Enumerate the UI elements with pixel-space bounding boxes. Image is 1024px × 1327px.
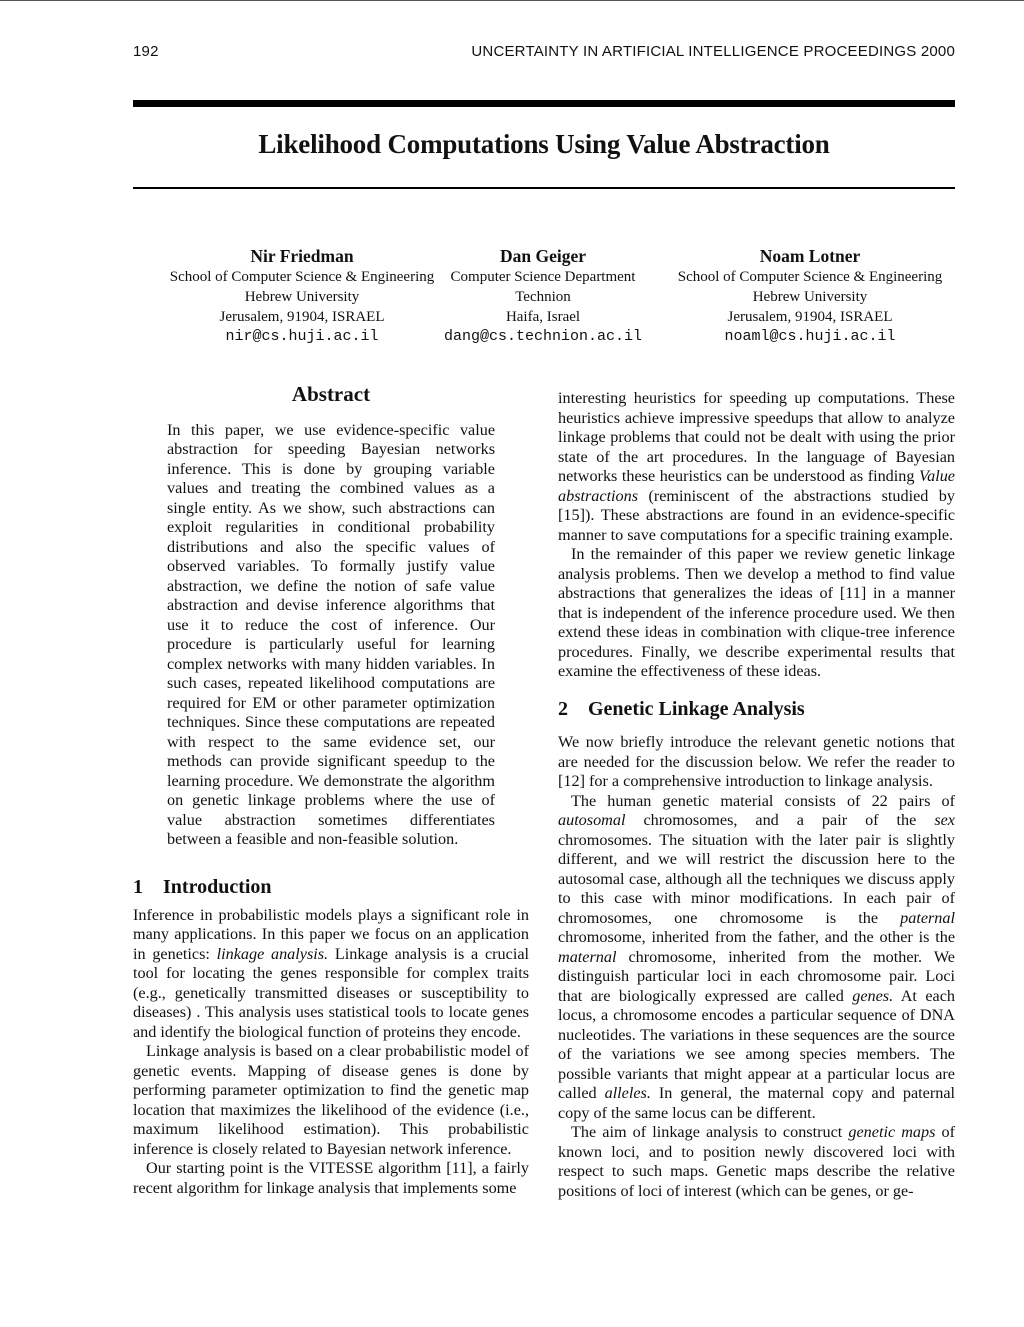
paragraph: The human genetic material consists of 22 pairs of autosomal chromosomes, and a pair of the sex chromosomes. The situation with the later pair is slightly different, and we will restrict the discussion here to the autosomal case, although all the techniques we discuss apply to this case with minor modifications. In each pair of chromosomes, one chromosome is the paternal chromosome, inherited from the father, and the other is the maternal chromosome, inherited from the mother. We distinguish particular loci in each chromosome pair. Loci that are biologically expressed are called genes. At each locus, a chromosome encodes a particular sequence of DNA nucleotides. The variations in these sequences are the source of the variations we see among species members. The possible variants that might appear at a particular locus are called alleles. In general, the maternal copy and paternal copy of the same locus can be different. — [558, 791, 955, 1122]
paper-title: Likelihood Computations Using Value Abstraction — [258, 129, 830, 159]
abstract-text: In this paper, we use evidence-specific value abstraction for speeding Bayesian networks inference. This is done by grouping variable values and treating the combined values as a single entity. As we show, such abstractions can exploit regularities in conditional probability distributions and also the specific values of observed variables. To formally justify value abstraction, we define the notion of safe value abstraction and devise inference algorithms that use it to reduce the cost of inference. Our procedure is particularly useful for learning complex networks with many hidden variables. In such cases, repeated likelihood computations are required for EM or other parameter optimization techniques. Since these computations are repeated with respect to the same evidence set, our methods can provide significant speedup to the learning procedure. We demonstrate the algorithm on genetic linkage problems where the use of value abstraction sometimes differentiates between a feasible and non-feasible solution. — [167, 420, 495, 848]
title-bottom-rule — [133, 187, 955, 189]
section-title: Introduction — [163, 876, 272, 898]
author-department: Computer Science Department — [450, 269, 636, 285]
author-name: Noam Lotner — [759, 246, 861, 266]
right-column — [558, 389, 955, 1201]
paragraph: Our starting point is the VITESSE algorithm [11], a fairly recent algorithm for linkage analysis that implements some — [133, 1159, 529, 1197]
running-title: UNCERTAINTY IN ARTIFICIAL INTELLIGENCE PROCEEDINGS 2000 — [471, 43, 955, 60]
section-heading — [558, 697, 955, 720]
paragraph: We now briefly introduce the relevant genetic notions that are needed for the discussion below. We refer the reader to [12] for a comprehensive introduction to linkage analysis. — [558, 733, 955, 790]
abstract-heading: Abstract — [291, 382, 371, 406]
author-institution: Hebrew University — [752, 289, 868, 305]
author-email: noaml@cs.huji.ac.il — [724, 328, 896, 345]
abstract-section — [167, 382, 495, 850]
section-title: Genetic Linkage Analysis — [588, 697, 805, 720]
paragraph: Linkage analysis is based on a clear probabilistic model of genetic events. Mapping of disease genes is done by performing parameter optimization to find the genetic map location that maximizes the likelihood of the evidence (i.e., maximum likelihood estimation). This probabilistic inference is closely related to Bayesian network inference. — [133, 1042, 529, 1158]
paragraph: The aim of linkage analysis to construct genetic maps of known loci, and to position newly discovered loci with respect to such maps. Genetic maps describe the relative positions of loci of interest (which can be genes, or ge- — [558, 1123, 956, 1200]
section-heading — [133, 878, 529, 898]
author-name: Nir Friedman — [250, 246, 354, 266]
section-number: 2 — [558, 697, 568, 720]
author-address: Jerusalem, 91904, ISRAEL — [727, 309, 893, 325]
title-top-rule — [133, 100, 955, 107]
author-block — [388, 245, 698, 347]
author-institution: Hebrew University — [244, 289, 360, 305]
author-address: Jerusalem, 91904, ISRAEL — [219, 309, 385, 325]
section-number: 1 — [133, 876, 143, 898]
introduction-section — [133, 878, 529, 1198]
author-email: nir@cs.huji.ac.il — [225, 328, 379, 345]
author-institution: Technion — [515, 289, 571, 305]
author-block — [655, 245, 965, 347]
author-address: Haifa, Israel — [505, 309, 581, 325]
author-email: dang@cs.technion.ac.il — [443, 328, 643, 345]
author-department: School of Computer Science & Engineering — [677, 269, 943, 285]
page-number: 192 — [133, 43, 159, 60]
author-name: Dan Geiger — [499, 246, 587, 266]
author-department: School of Computer Science & Engineering — [169, 269, 435, 285]
paragraph: In the remainder of this paper we review genetic linkage analysis problems. Then we develop a method to find value abstractions that generalizes the ideas of [11] in a manner that is independent of the inference procedure used. We then extend these ideas in combination with clique-tree inference procedures. Finally, we describe experimental results that examine the effectiveness of these ideas. — [558, 545, 955, 680]
paragraph: interesting heuristics for speeding up computations. These heuristics achieve impressive speedups that allow to analyze linkage problems that could not be dealt with using the prior state of the art procedures. In the language of Bayesian networks these heuristics can be understood as finding Value abstractions (reminiscent of the abstractions studied by [15]). These abstractions are found in an evidence-specific manner to save computations for a specific training example. — [558, 389, 955, 544]
paragraph: Inference in probabilistic models plays a significant role in many applications. In this paper we focus on an application in genetics: linkage analysis. Linkage analysis is a crucial tool for locating the genes responsible for complex traits (e.g., genetically transmitted diseases or susceptibility to diseases) . This analysis uses statistical tools to locate genes and identify the biological function of proteins they encode. — [133, 905, 530, 1041]
